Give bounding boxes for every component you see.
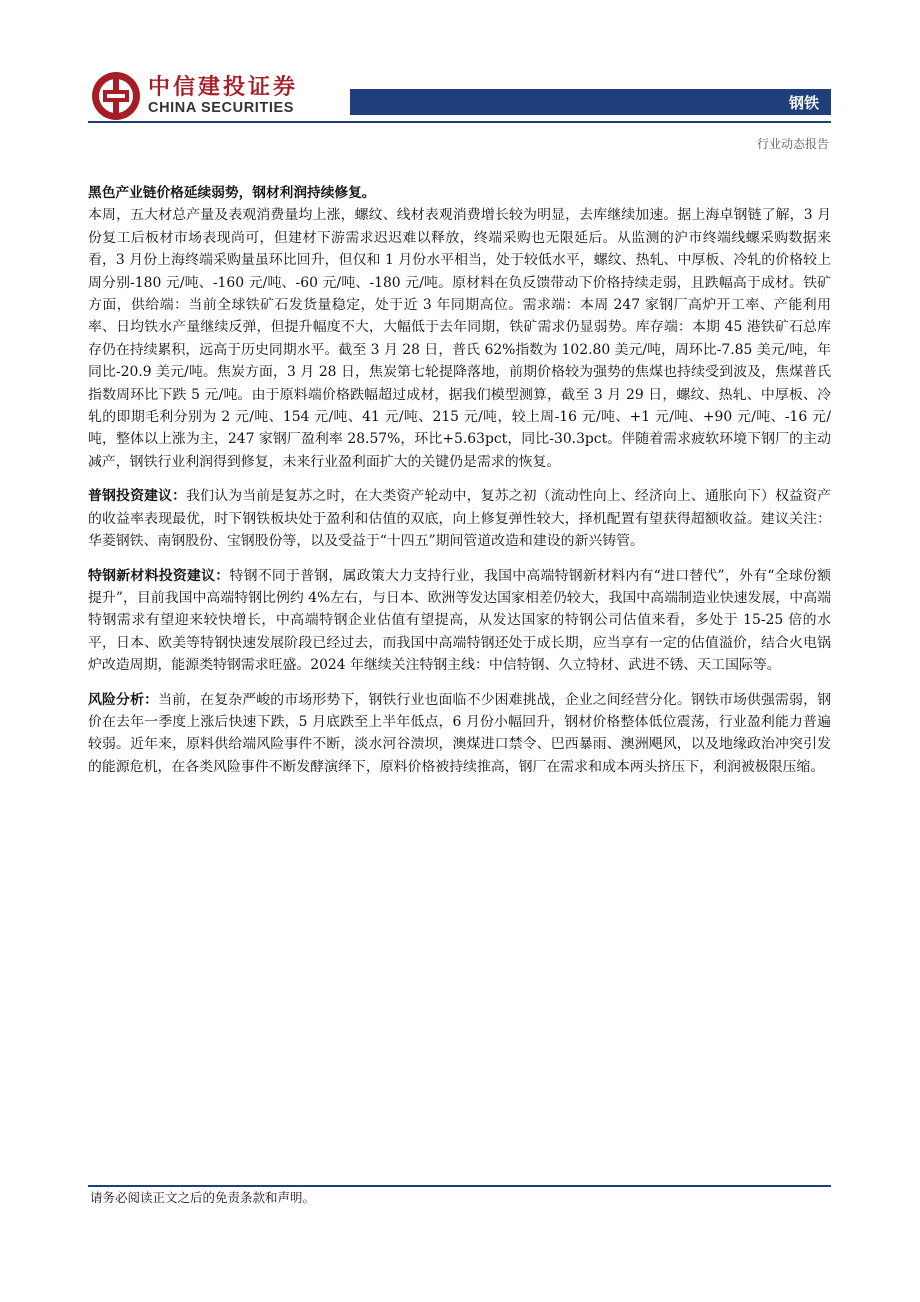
ordinary-steel-text: 我们认为当前是复苏之时，在大类资产轮动中，复苏之初（流动性向上、经济向上、通胀向下）权益资产的收益率表现最优，时下钢铁板块处于盈利和估值的双底，向上修复弹性较大，择机配置有望获得超额收益。建议关注：华菱钢铁、南钢股份、宝钢股份等，以及受益于“十四五”期间管道改造和建设的新兴铸管。 (88, 488, 831, 550)
market-summary-paragraph: 本周，五大材总产量及表观消费量均上涨，螺纹、线材表观消费增长较为明显，去库继续加速。据上海卓钢链了解，3 月份复工后板材市场表现尚可，但建材下游需求迟迟难以释放，终端采购也无限延后。从监测的沪市终端线螺采购数据来看，3 月份上海终端采购量虽环比回升，但仅和 1 月份水平相当，处于较低水平，螺纹、热轧、中厚板、冷轧的价格较上周分别-180 元/吨、-160 元/吨、-60 元/吨、-180 元/吨。原材料在负反馈带动下价格持续走弱，且跌幅高于成材。铁矿方面，供给端：当前全球铁矿石发货量稳定，处于近 3 年同期高位。需求端：本周 247 家钢厂高炉开工率、产能利用率、日均铁水产量继续反弹，但提升幅度不大，大幅低于去年同期，铁矿需求仍显弱势。库存端：本期 45 港铁矿石总库存仍在持续累积，远高于历史同期水平。截至 3 月 28 日，普氏 62%指数为 102.80 美元/吨，周环比-7.85 美元/吨，年同比-20.9 美元/吨。焦炭方面，3 月 28 日，焦炭第七轮提降落地，前期价格较为强势的焦煤也持续受到波及，焦煤普氏指数周环比下跌 5 元/吨。由于原料端价格跌幅超过成材，据我们模型测算，截至 3 月 29 日，螺纹、热轧、中厚板、冷轧的即期毛利分别为 2 元/吨、154 元/吨、41 元/吨、215 元/吨，较上周-16 元/吨、+1 元/吨、+90 元/吨、-16 元/吨，整体以上涨为主，247 家钢厂盈利率 28.57%，环比+5.63pct，同比-30.3pct。伴随着需求疲软环境下钢厂的主动减产，钢铁行业利润得到修复，未来行业盈利面扩大的关键仍是需求的恢复。 (88, 207, 831, 470)
risk-analysis-paragraph (88, 689, 831, 779)
special-steel-paragraph (88, 565, 831, 677)
footer-divider (88, 1185, 831, 1187)
footer-disclaimer: 请务必阅读正文之后的免责条款和声明。 (90, 1190, 316, 1205)
report-type: 行业动态报告 (756, 137, 829, 151)
ordinary-steel-paragraph (88, 485, 831, 552)
section-title: 黑色产业链价格延续弱势，钢材利润持续修复。 (88, 185, 376, 201)
special-steel-label: 特钢新材料投资建议： (88, 567, 230, 584)
brand-name-en: CHINA SECURITIES (148, 100, 295, 116)
header-divider (88, 121, 831, 123)
ordinary-steel-label: 普钢投资建议： (88, 488, 187, 505)
brand-name-cn: 中信建投证券 (148, 75, 299, 100)
risk-analysis-label: 风险分析： (88, 691, 159, 708)
sector-label: 钢铁 (788, 94, 819, 112)
china-securities-logo-icon (90, 70, 142, 122)
report-body (88, 182, 831, 778)
risk-analysis-text: 当前，在复杂严峻的市场形势下，钢铁行业也面临不少困难挑战，企业之间经营分化。钢铁市场供强需弱，钢价在去年一季度上涨后快速下跌，5 月底跌至上半年低点，6 月份小幅回升，钢材价格整体低位震荡，行业盈利能力普遍较弱。近年来，原料供给端风险事件不断，淡水河谷溃坝，澳煤进口禁令、巴西暴雨、澳洲飓风，以及地缘政治冲突引发的能源危机，在各类风险事件不断发酵演绎下，原料价格被持续推高，钢厂在需求和成本两头挤压下，利润被极限压缩。 (88, 691, 831, 775)
sector-banner (350, 89, 831, 115)
special-steel-text: 特钢不同于普钢，属政策大力支持行业，我国中高端特钢新材料内有“进口替代”，外有“全球份额提升”，目前我国中高端特钢比例约 4%左右，与日本、欧洲等发达国家相差仍较大，我国中高端制造业快速发展，中高端特钢需求有望迎来较快增长，中高端特钢企业估值有望提高，从发达国家的特钢公司估值来看，多处于 15-25 倍的水平，日本、欧美等特钢快速发展阶段已经过去，而我国中高端特钢还处于成长期，应当享有一定的估值溢价，结合火电锅炉改造周期，能源类特钢需求旺盛。2024 年继续关注特钢主线：中信特钢、久立特材、武进不锈、天工国际等。 (88, 567, 831, 674)
